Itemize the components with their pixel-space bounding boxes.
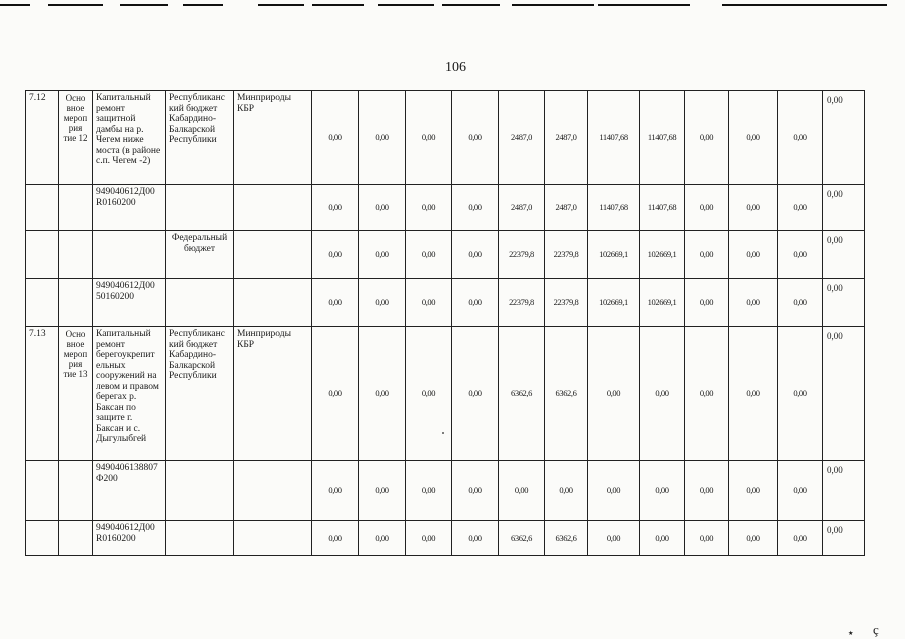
- value-cell: 0,00: [823, 461, 865, 521]
- value-cell: 0,00: [359, 279, 406, 327]
- value-cell: 0,00: [359, 327, 406, 461]
- table-row: [26, 461, 865, 521]
- activity-name-cell: Капитальный ремонт берегоукрепит ельных сооружений на левом и правом берегах р. Баксан по защите г. Баксан и с. Дыгулыбгей: [93, 327, 166, 461]
- item-number-cell: 7.13: [26, 327, 59, 461]
- value-cell: 0,00: [545, 461, 588, 521]
- value-cell: 0,00: [359, 231, 406, 279]
- value-cell: 0,00: [452, 461, 499, 521]
- value-cell: 2487,0: [545, 185, 588, 231]
- executor-cell: [234, 461, 312, 521]
- activity-type-cell: [59, 461, 93, 521]
- item-number-cell: [26, 231, 59, 279]
- value-cell: 6362,6: [545, 521, 588, 556]
- value-cell: 0,00: [312, 185, 359, 231]
- value-cell: 0,00: [312, 327, 359, 461]
- funding-source-cell: Федеральный бюджет: [166, 231, 234, 279]
- funding-source-cell: [166, 461, 234, 521]
- value-cell: 0,00: [778, 461, 823, 521]
- value-cell: 11407,68: [588, 91, 640, 185]
- value-cell: 0,00: [312, 231, 359, 279]
- value-cell: 0,00: [406, 521, 452, 556]
- value-cell: 0,00: [312, 461, 359, 521]
- value-cell: 0,00: [823, 91, 865, 185]
- value-cell: 0,00: [685, 327, 729, 461]
- value-cell: 6362,6: [499, 521, 545, 556]
- value-cell: 0,00: [359, 185, 406, 231]
- funding-source-cell: [166, 185, 234, 231]
- activity-name-cell: 949040612Д00 50160200: [93, 279, 166, 327]
- value-cell: 11407,68: [640, 185, 685, 231]
- value-cell: 0,00: [359, 91, 406, 185]
- value-cell: 0,00: [359, 461, 406, 521]
- value-cell: 22379,8: [499, 231, 545, 279]
- value-cell: 0,00: [685, 91, 729, 185]
- value-cell: 0,00: [499, 461, 545, 521]
- item-number-cell: 7.12: [26, 91, 59, 185]
- item-number-cell: [26, 461, 59, 521]
- executor-cell: Минприроды КБР: [234, 327, 312, 461]
- scan-speck: [442, 432, 444, 434]
- value-cell: 6362,6: [499, 327, 545, 461]
- value-cell: 102669,1: [640, 231, 685, 279]
- value-cell: 0,00: [778, 521, 823, 556]
- table-row: [26, 185, 865, 231]
- activity-type-cell: [59, 231, 93, 279]
- value-cell: 0,00: [406, 91, 452, 185]
- table-row: [26, 91, 865, 185]
- activity-name-cell: 949040612Д00 R0160200: [93, 521, 166, 556]
- value-cell: 0,00: [588, 461, 640, 521]
- activity-name-cell: 9490406138807 Ф200: [93, 461, 166, 521]
- value-cell: 0,00: [729, 231, 778, 279]
- executor-cell: [234, 185, 312, 231]
- value-cell: 0,00: [406, 279, 452, 327]
- value-cell: 0,00: [640, 521, 685, 556]
- value-cell: 0,00: [778, 91, 823, 185]
- table-row: [26, 231, 865, 279]
- table-row: [26, 521, 865, 556]
- value-cell: 0,00: [406, 231, 452, 279]
- value-cell: 0,00: [452, 279, 499, 327]
- value-cell: 0,00: [729, 91, 778, 185]
- value-cell: 6362,6: [545, 327, 588, 461]
- value-cell: 0,00: [729, 185, 778, 231]
- value-cell: 0,00: [452, 327, 499, 461]
- value-cell: 2487,0: [499, 185, 545, 231]
- value-cell: 0,00: [823, 185, 865, 231]
- value-cell: 0,00: [640, 327, 685, 461]
- funding-source-cell: [166, 279, 234, 327]
- table-body: [26, 91, 865, 556]
- value-cell: 0,00: [406, 327, 452, 461]
- value-cell: 0,00: [588, 327, 640, 461]
- value-cell: 0,00: [406, 185, 452, 231]
- table-row: [26, 327, 865, 461]
- value-cell: 0,00: [452, 521, 499, 556]
- value-cell: 0,00: [685, 185, 729, 231]
- value-cell: 0,00: [359, 521, 406, 556]
- item-number-cell: [26, 521, 59, 556]
- value-cell: 102669,1: [588, 231, 640, 279]
- header-rule-lines: [0, 0, 905, 14]
- value-cell: 0,00: [778, 279, 823, 327]
- value-cell: 11407,68: [640, 91, 685, 185]
- value-cell: 0,00: [685, 279, 729, 327]
- item-number-cell: [26, 185, 59, 231]
- value-cell: 0,00: [778, 231, 823, 279]
- value-cell: 0,00: [823, 231, 865, 279]
- activity-name-cell: Капитальный ремонт защитной дамбы на р. Чегем ниже моста (в районе с.п. Чегем -2): [93, 91, 166, 185]
- value-cell: 0,00: [729, 327, 778, 461]
- funding-source-cell: Республиканс кий бюджет Кабардино-Балкарской Республики: [166, 327, 234, 461]
- value-cell: 0,00: [685, 521, 729, 556]
- value-cell: 0,00: [823, 521, 865, 556]
- value-cell: 0,00: [406, 461, 452, 521]
- activity-name-cell: 949040612Д00 R0160200: [93, 185, 166, 231]
- value-cell: 0,00: [778, 327, 823, 461]
- funding-source-cell: Республиканс кий бюджет Кабардино-Балкарской Республики: [166, 91, 234, 185]
- value-cell: 0,00: [312, 91, 359, 185]
- value-cell: 0,00: [312, 279, 359, 327]
- page-number: 106: [445, 60, 466, 75]
- value-cell: 22379,8: [499, 279, 545, 327]
- value-cell: 0,00: [588, 521, 640, 556]
- activity-name-cell: [93, 231, 166, 279]
- value-cell: 0,00: [823, 327, 865, 461]
- value-cell: 2487,0: [499, 91, 545, 185]
- value-cell: 0,00: [452, 91, 499, 185]
- executor-cell: [234, 231, 312, 279]
- value-cell: 0,00: [452, 231, 499, 279]
- value-cell: 102669,1: [588, 279, 640, 327]
- value-cell: 0,00: [640, 461, 685, 521]
- value-cell: 0,00: [729, 521, 778, 556]
- value-cell: 102669,1: [640, 279, 685, 327]
- value-cell: 0,00: [685, 461, 729, 521]
- corner-mark: ç: [873, 622, 879, 637]
- value-cell: 22379,8: [545, 231, 588, 279]
- executor-cell: [234, 521, 312, 556]
- value-cell: 11407,68: [588, 185, 640, 231]
- executor-cell: Минприроды КБР: [234, 91, 312, 185]
- value-cell: 0,00: [729, 461, 778, 521]
- value-cell: 2487,0: [545, 91, 588, 185]
- value-cell: 0,00: [685, 231, 729, 279]
- value-cell: 0,00: [823, 279, 865, 327]
- value-cell: 0,00: [452, 185, 499, 231]
- activity-type-cell: Осно вное мероп рия тие 12: [59, 91, 93, 185]
- table-row: [26, 279, 865, 327]
- funding-source-cell: [166, 521, 234, 556]
- value-cell: 0,00: [729, 279, 778, 327]
- activity-type-cell: [59, 521, 93, 556]
- value-cell: 0,00: [778, 185, 823, 231]
- budget-table: [25, 90, 865, 556]
- corner-mark: ٭: [848, 628, 854, 639]
- executor-cell: [234, 279, 312, 327]
- activity-type-cell: Осно вное мероп рия тие 13: [59, 327, 93, 461]
- item-number-cell: [26, 279, 59, 327]
- activity-type-cell: [59, 279, 93, 327]
- activity-type-cell: [59, 185, 93, 231]
- value-cell: 0,00: [312, 521, 359, 556]
- value-cell: 22379,8: [545, 279, 588, 327]
